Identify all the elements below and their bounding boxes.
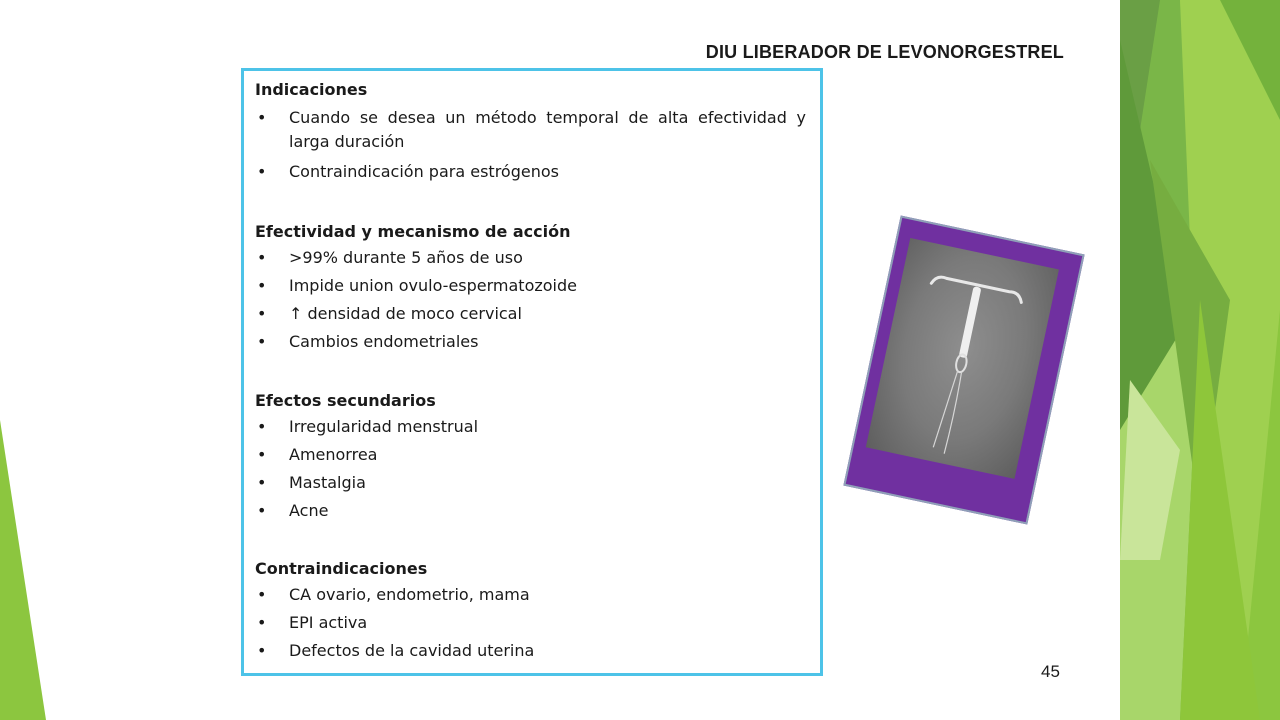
section-efectos-secundarios xyxy=(255,391,806,523)
bullet-icon: • xyxy=(257,501,267,520)
list-item-text: Contraindicación para estrógenos xyxy=(289,162,559,181)
section-heading: Efectividad y mecanismo de acción xyxy=(255,222,571,241)
list-item xyxy=(255,471,806,495)
list-item xyxy=(255,415,806,439)
bullet-icon: • xyxy=(257,332,267,351)
green-decoration-right xyxy=(1120,0,1280,720)
section-contraindicaciones xyxy=(255,559,806,663)
list-item-text: >99% durante 5 años de uso xyxy=(289,248,523,267)
list-item xyxy=(255,246,806,270)
bullet-icon: • xyxy=(257,276,267,295)
slide-title: DIU LIBERADOR DE LEVONORGESTREL xyxy=(705,42,1064,62)
list-item-text: Impide union ovulo-espermatozoide xyxy=(289,276,577,295)
list-item xyxy=(255,106,806,154)
list-item-text: Acne xyxy=(289,501,329,520)
bullet-icon: • xyxy=(257,417,267,436)
page-number: 45 xyxy=(1041,662,1060,681)
section-heading: Indicaciones xyxy=(255,80,368,99)
list-item-text: CA ovario, endometrio, mama xyxy=(289,585,530,604)
bullet-list xyxy=(255,246,806,354)
list-item-text: ↑ densidad de moco cervical xyxy=(289,304,522,323)
list-item-text: Cambios endometriales xyxy=(289,332,479,351)
list-item-text: Mastalgia xyxy=(289,473,366,492)
section-heading: Efectos secundarios xyxy=(255,391,436,410)
list-item-text: Defectos de la cavidad uterina xyxy=(289,641,535,660)
bullet-icon: • xyxy=(257,613,267,632)
bullet-icon: • xyxy=(257,108,267,127)
bullet-list xyxy=(255,106,806,184)
bullet-list xyxy=(255,583,806,663)
content-box xyxy=(241,68,823,676)
section-efectividad xyxy=(255,222,806,354)
section-heading: Contraindicaciones xyxy=(255,559,428,578)
list-item xyxy=(255,443,806,467)
bullet-icon: • xyxy=(257,304,267,323)
list-item xyxy=(255,330,806,354)
list-item xyxy=(255,274,806,298)
bullet-list xyxy=(255,415,806,523)
bullet-icon: • xyxy=(257,473,267,492)
list-item xyxy=(255,639,806,663)
list-item xyxy=(255,583,806,607)
bullet-icon: • xyxy=(257,641,267,660)
bullet-icon: • xyxy=(257,162,267,181)
list-item-text: Cuando se desea un método temporal de alta efectividad y larga duración xyxy=(289,108,806,151)
list-item xyxy=(255,499,806,523)
section-indicaciones xyxy=(255,80,806,184)
bullet-icon: • xyxy=(257,248,267,267)
list-item-text: Amenorrea xyxy=(289,445,378,464)
bullet-icon: • xyxy=(257,585,267,604)
list-item xyxy=(255,302,806,326)
list-item xyxy=(255,611,806,635)
bullet-icon: • xyxy=(257,445,267,464)
list-item-text: EPI activa xyxy=(289,613,368,632)
list-item xyxy=(255,160,806,184)
iud-photo xyxy=(843,215,1084,524)
green-decoration-left xyxy=(0,420,50,720)
list-item-text: Irregularidad menstrual xyxy=(289,417,479,436)
